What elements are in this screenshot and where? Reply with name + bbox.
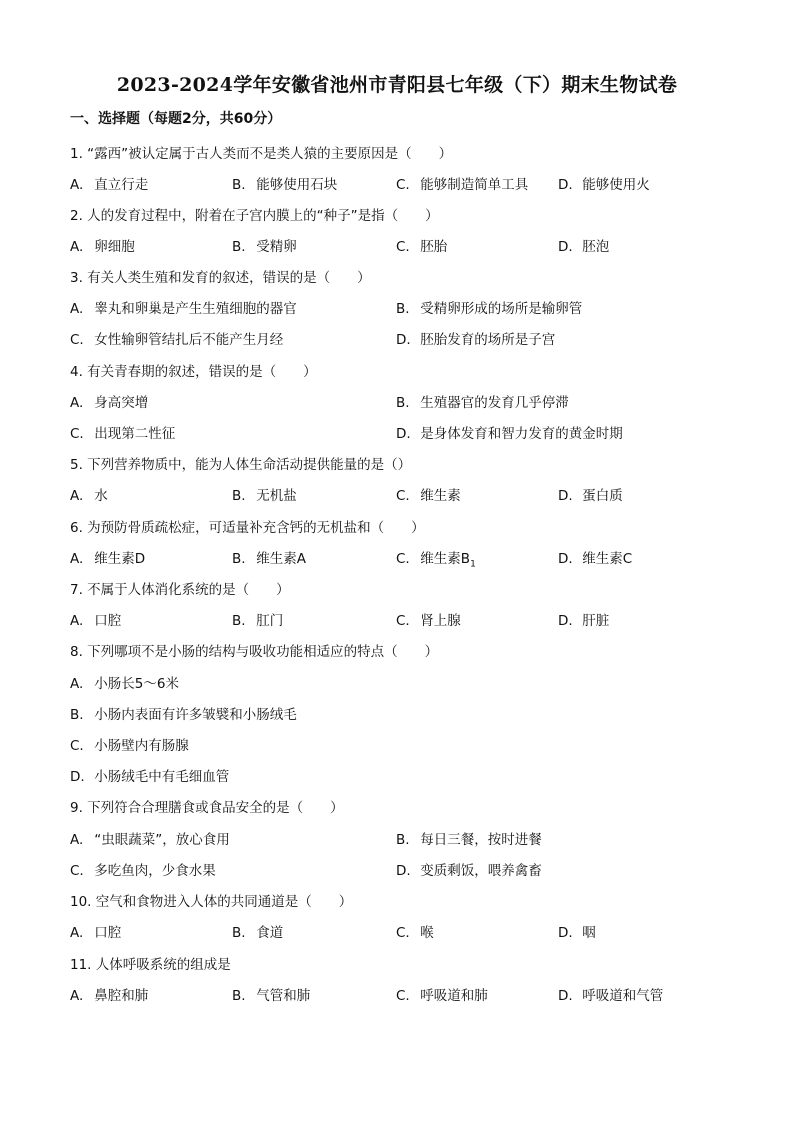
option-d: D. 维生素C [558,551,633,567]
option-a: A. “虫眼蔬菜”，放心食用 [70,832,230,848]
option-a: A. 口腔 [70,925,122,941]
option-c: C. 多吃鱼肉，少食水果 [70,863,216,879]
question-stem: 3. 有关人类生殖和发育的叙述，错误的是（ ） [70,270,371,286]
option-c: C. 能够制造简单工具 [396,177,529,193]
option-b: B. 生殖器官的发育几乎停滞 [396,395,569,411]
option-c: C. 肾上腺 [396,613,461,629]
question-stem: 6. 为预防骨质疏松症，可适量补充含钙的无机盐和（ ） [70,520,425,536]
option-a: A. 身高突增 [70,395,149,411]
subscript: 1 [470,559,476,570]
option-d: D. 能够使用火 [558,177,650,193]
option-c: C. 维生素$B_1$ [396,551,476,570]
option-c: C. 维生素 [396,488,461,504]
option-d: D. 胚胎发育的场所是子宫 [396,332,556,348]
option-c: C. 胚胎 [396,239,448,255]
option-a: A. 维生素D [70,551,146,567]
option-c: C. 喉 [396,925,434,941]
option-b: B. 受精卵 [232,239,297,255]
question-stem: 11. 人体呼吸系统的组成是 [70,957,231,973]
option-d: D. 小肠绒毛中有毛细血管 [70,769,230,785]
question-stem: 10. 空气和食物进入人体的共同通道是（ ） [70,894,353,910]
option-b: B. 每日三餐，按时进餐 [396,832,542,848]
option-a: A. 鼻腔和肺 [70,988,149,1004]
option-b: B. 肛门 [232,613,284,629]
option-b: B. 小肠内表面有许多皱襞和小肠绒毛 [70,707,297,723]
option-c: C. 女性输卵管结扎后不能产生月经 [70,332,284,348]
option-b: B. 无机盐 [232,488,297,504]
option-c: C. 呼吸道和肺 [396,988,488,1004]
option-d: D. 是身体发育和智力发育的黄金时期 [396,426,623,442]
option-b: B. 食道 [232,925,284,941]
question-stem: 5. 下列营养物质中，能为人体生命活动提供能量的是（） [70,457,412,473]
option-d: D. 肝脏 [558,613,610,629]
option-a: A. 睾丸和卵巢是产生生殖细胞的器官 [70,301,297,317]
section-heading: 一、选择题（每题2分，共60分） [70,111,282,127]
option-b: B. 能够使用石块 [232,177,338,193]
option-d: D. 咽 [558,925,596,941]
question-stem: 1. “露西”被认定属于古人类而不是类人猿的主要原因是（ ） [70,146,453,162]
option-a: A. 卵细胞 [70,239,135,255]
option-a: A. 水 [70,488,108,504]
question-stem: 7. 不属于人体消化系统的是（ ） [70,582,290,598]
question-stem: 2. 人的发育过程中，附着在子宫内膜上的“种子”是指（ ） [70,208,439,224]
option-d: D. 蛋白质 [558,488,623,504]
option-a: A. 直立行走 [70,177,149,193]
option-c: C. 小肠壁内有肠腺 [70,738,189,754]
option-b: B. 维生素A [232,551,307,567]
option-d: D. 胚泡 [558,239,610,255]
option-d: D. 变质剩饭，喂养禽畜 [396,863,542,879]
option-b: B. 气管和肺 [232,988,311,1004]
question-stem: 8. 下列哪项不是小肠的结构与吸收功能相适应的特点（ ） [70,644,439,660]
question-stem: 9. 下列符合合理膳食或食品安全的是（ ） [70,800,344,816]
option-c: C. 出现第二性征 [70,426,176,442]
option-b: B. 受精卵形成的场所是输卵管 [396,301,583,317]
option-a: A. 口腔 [70,613,122,629]
question-stem: 4. 有关青春期的叙述，错误的是（ ） [70,364,317,380]
page-title: 2023-2024学年安徽省池州市青阳县七年级（下）期末生物试卷 [116,74,678,96]
option-d: D. 呼吸道和气管 [558,988,664,1004]
option-a: A. 小肠长5～6米 [70,676,179,692]
